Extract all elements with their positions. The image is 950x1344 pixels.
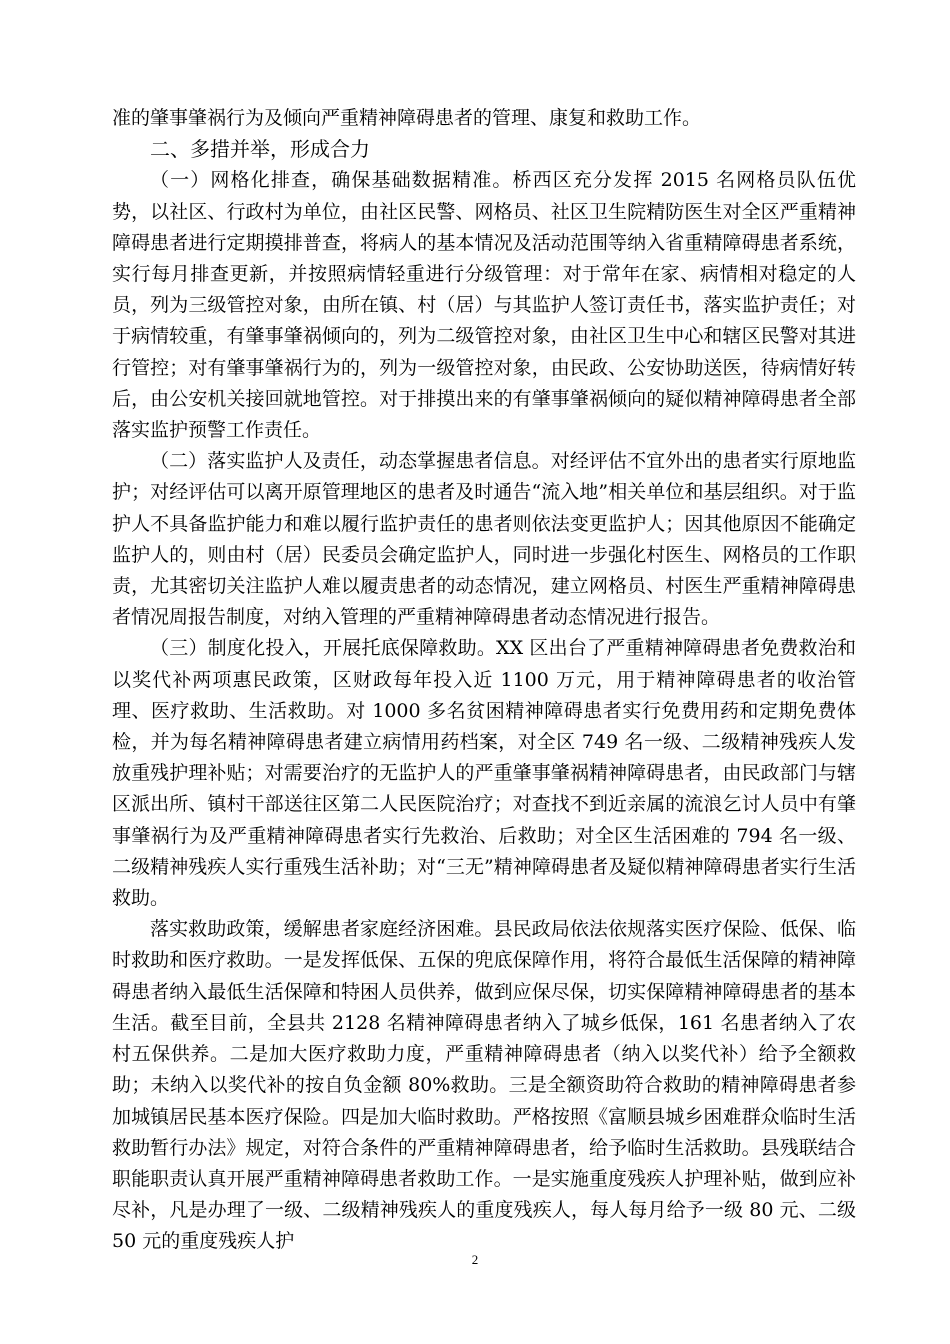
paragraph-grid-screening: （一）网格化排查，确保基础数据精准。桥西区充分发挥 2015 名网格员队伍优势，以社区、行政村为单位，由社区民警、网格员、社区卫生院精防医生对全区严重精神障碍患者进行定期摸排普查，将病人的基本情况及活动范围等纳入省重精障碍患者系统，实行每月排查更新，并按照病情轻重进行分级管理：对于常年在家、病情相对稳定的人员，列为三级管控对象，由所在镇、村（居）与其监护人签订责任书，落实监护责任；对于病情较重，有肇事肇祸倾向的，列为二级管控对象，由社区卫生中心和辖区民警对其进行管控；对有肇事肇祸行为的，列为一级管控对象，由民政、公安协助送医，待病情好转后，由公安机关接回就地管控。对于排摸出来的有肇事肇祸倾向的疑似精神障碍患者全部落实监护预警工作责任。 <box>112 169 856 442</box>
paragraph-guardian-responsibility: （二）落实监护人及责任，动态掌握患者信息。对经评估不宜外出的患者实行原地监护；对经评估可以离开原管理地区的患者及时通告“流入地”相关单位和基层组织。对于监护人不具备监护能力和难以履行监护责任的患者则依法变更监护人；因其他原因不能确定监护人的，则由村（居）民委员会确定监护人，同时进一步强化村医生、网格员的工作职责，尤其密切关注监护人难以履责患者的动态情况，建立网格员、村医生严重精神障碍患者情况周报告制度，对纳入管理的严重精神障碍患者动态情况进行报告。 <box>112 450 856 629</box>
section-heading: 二、多措并举，形成合力 <box>150 137 370 162</box>
paragraph-institutional-investment: （三）制度化投入，开展托底保障救助。XX 区出台了严重精神障碍患者免费救治和以奖代补两项惠民政策，区财政每年投入近 1100 万元，用于精神障碍患者的收治管理、医疗救助、生活救助。对 1000 多名贫困精神障碍患者实行免费用药和定期免费体检，并为每名精神障碍患者建立病情用药档案，对全区 749 名一级、二级精神残疾人发放重残护理补贴；对需要治疗的无监护人的严重肇事肇祸精神障碍患者，由民政部门与辖区派出所、镇村干部送往区第二人民医院治疗；对查找不到近亲属的流浪乞讨人员中有肇事肇祸行为及严重精神障碍患者实行先救治、后救助；对全区生活困难的 794 名一级、二级精神残疾人实行重残生活补助；对“三无”精神障碍患者及疑似精神障碍患者实行生活救助。 <box>112 637 856 910</box>
paragraph-relief-policy: 落实救助政策，缓解患者家庭经济困难。县民政局依法依规落实医疗保险、低保、临时救助和医疗救助。一是发挥低保、五保的兜底保障作用，将符合最低生活保障的精神障碍患者纳入最低生活保障和特困人员供养，做到应保尽保，切实保障精神障碍患者的基本生活。截至目前，全县共 2128 名精神障碍患者纳入了城乡低保，161 名患者纳入了农村五保供养。二是加大医疗救助力度，严重精神障碍患者（纳入以奖代补）给予全额救助；未纳入以奖代补的按自负金额 80%救助。三是全额资助符合救助的精神障碍患者参加城镇居民基本医疗保险。四是加大临时救助。严格按照《富顺县城乡困难群众临时生活救助暂行办法》规定，对符合条件的严重精神障碍患者，给予临时生活救助。县残联结合职能职责认真开展严重精神障碍患者救助工作。一是实施重度残疾人护理补贴，做到应补尽补，凡是办理了一级、二级精神残疾人的重度残疾人，每人每月给予一级 80 元、二级 50 元的重度残疾人护 <box>112 918 856 1253</box>
paragraph-continuation: 准的肇事肇祸行为及倾向严重精神障碍患者的管理、康复和救助工作。 <box>112 107 702 129</box>
document-body <box>112 103 856 1258</box>
page-number: 2 <box>471 1252 479 1267</box>
